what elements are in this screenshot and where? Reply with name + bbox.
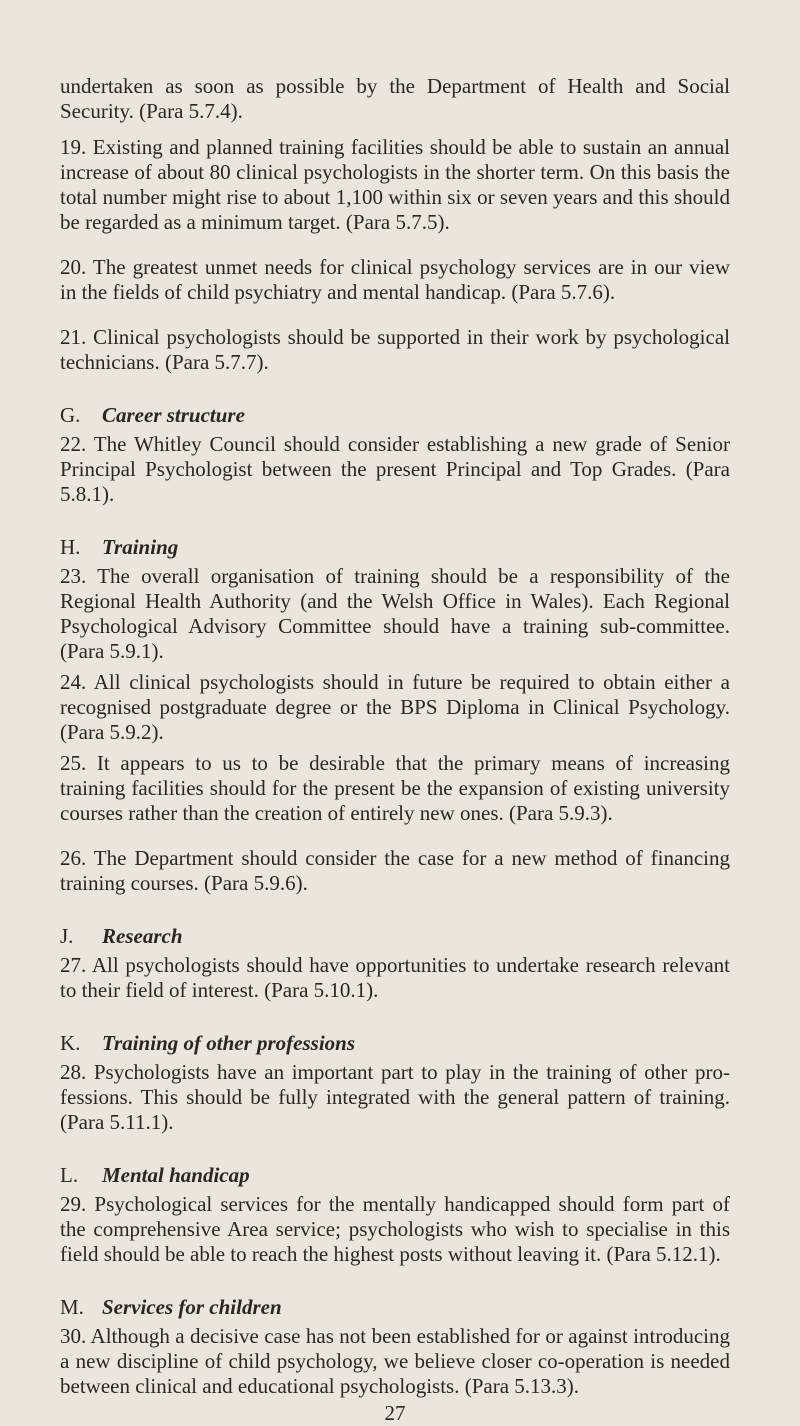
paragraph-30: 30. Although a decisive case has not been established for or against introducing a new discipline of child psychology, we believe closer co-operation is needed between clinical and educational psychologists. (Para 5.13.3). [60,1324,730,1398]
section-title: Training [102,535,179,559]
paragraph-25: 25. It appears to us to be desirable that the primary means of increasing training facilities should for the present be the expansion of existing university courses rather than the creation of entirely new ones. (Para 5.9.3). [60,751,730,825]
paragraph-29: 29. Psychological services for the mentally handicapped should form part of the comprehensive Area service; psychologists who wish to specialise in this field should be able to reach the highest posts without leaving it. (Para 5.12.1). [60,1192,730,1266]
paragraph-continuation: undertaken as soon as possible by the Department of Health and Social Security. (Para 5.7.4). [60,74,730,123]
section-letter: G. [60,403,81,427]
paragraph-20: 20. The greatest unmet needs for clinical psychology services are in our view in the fields of child psychiatry and mental handicap. (Para 5.7.6). [60,255,730,304]
paragraph-22: 22. The Whitley Council should consider establishing a new grade of Senior Principal Psychologist between the present Principal and Top Grades. (Para 5.8.1). [60,432,730,506]
section-heading-m [60,1295,730,1320]
paragraph-26: 26. The Department should consider the case for a new method of financing training courses. (Para 5.9.6). [60,846,730,895]
section-heading-k [60,1031,730,1056]
section-title: Training of other professions [102,1031,356,1055]
section-heading-h [60,535,730,560]
section-letter: H. [60,535,81,559]
section-heading-l [60,1163,730,1188]
paragraph-28: 28. Psychologists have an important part to play in the training of other pro-fessions. This should be fully integrated with the general pattern of training. (Para 5.11.1). [60,1060,730,1134]
paragraph-24: 24. All clinical psychologists should in future be required to obtain either a recognised postgraduate degree or the BPS Diploma in Clinical Psychology. (Para 5.9.2). [60,670,730,744]
section-letter: J. [60,924,74,948]
page-number: 27 [384,1401,406,1425]
section-title: Services for children [102,1295,282,1319]
section-heading-j [60,924,730,949]
paragraph-19: 19. Existing and planned training facilities should be able to sustain an annual increase of about 80 clinical psychologists in the shorter term. On this basis the total number might rise to about 1,100 within six or seven years and this should be regarded as a minimum target. (Para 5.7.5). [60,135,730,234]
section-heading-g [60,403,730,428]
section-title: Mental handicap [102,1163,250,1187]
paragraph-27: 27. All psychologists should have opportunities to undertake research relevant to their field of interest. (Para 5.10.1). [60,953,730,1002]
section-title: Research [102,924,183,948]
paragraph-23: 23. The overall organisation of training should be a responsibility of the Regional Health Authority (and the Welsh Office in Wales). Each Regional Psychological Advisory Committee should have a training sub-committee. (Para 5.9.1). [60,564,730,663]
section-letter: K. [60,1031,81,1055]
section-title: Career structure [102,403,245,427]
page-content [60,74,730,1426]
paragraph-21: 21. Clinical psychologists should be supported in their work by psychological technicians. (Para 5.7.7). [60,325,730,374]
section-letter: L. [60,1163,79,1187]
section-letter: M. [60,1295,84,1319]
